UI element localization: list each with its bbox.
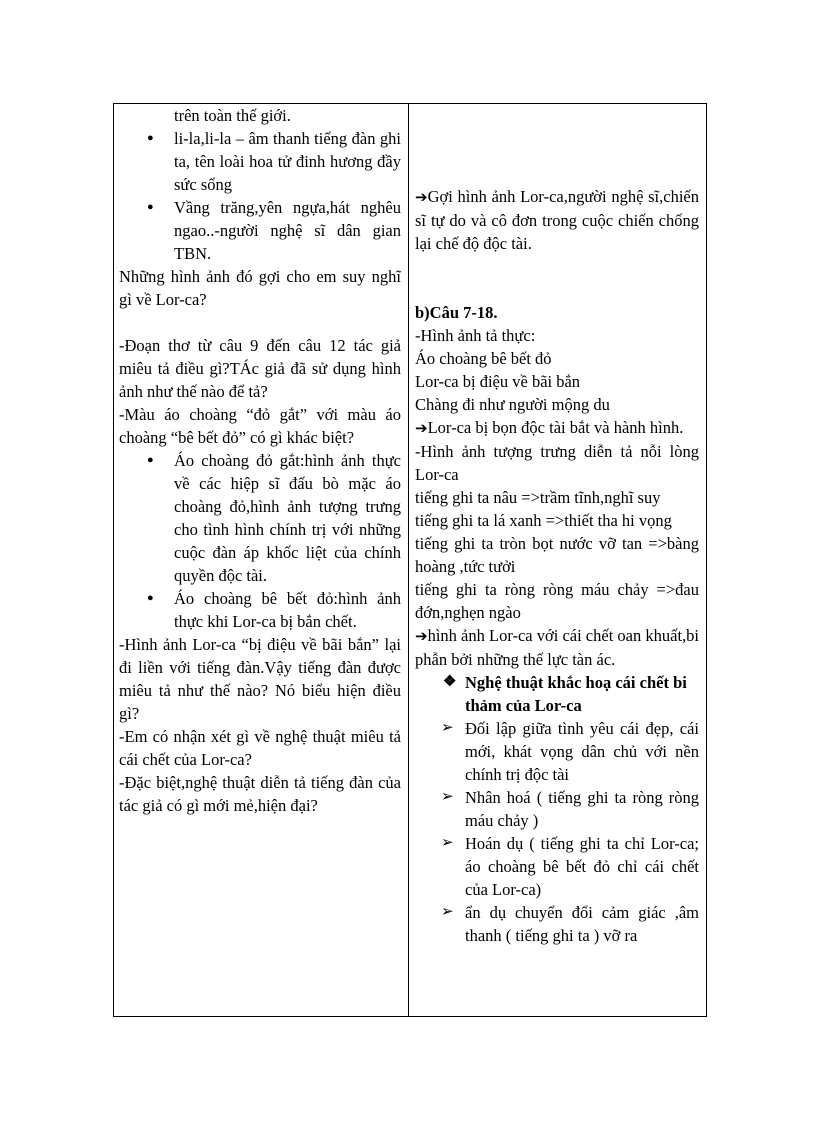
question-1: Những hình ảnh đó gợi cho em suy nghĩ gì về Lor-ca?	[119, 267, 401, 309]
list-item: ➢ ẩn dụ chuyển đổi cảm giác ,âm thanh ( tiếng ghi ta ) vỡ ra	[415, 901, 699, 947]
symbol-line: tiếng ghi ta lá xanh =>thiết tha hi vọng	[415, 511, 672, 530]
list-item: ➢ Nhân hoá ( tiếng ghi ta ròng ròng máu chảy )	[415, 786, 699, 832]
continuation-line: trên toàn thế giới.	[174, 106, 291, 125]
arrow-icon: ➔	[415, 188, 428, 206]
real-line: Chàng đi như người mộng du	[415, 395, 610, 414]
symbol-line: tiếng ghi ta ròng ròng máu chảy =>đau đớn,nghẹn ngào	[415, 580, 699, 622]
lesson-table	[113, 103, 707, 1017]
list-item: ➢ Hoán dụ ( tiếng ghi ta chỉ Lor-ca; áo choàng bê bết đỏ chỉ cái chết của Lor-ca)	[415, 832, 699, 901]
real-line: Áo choàng bê bết đỏ	[415, 349, 552, 368]
summary-text: Gợi hình ảnh Lor-ca,người nghệ sĩ,chiến sĩ tự do và cô đơn trong cuộc chiến chống lại chế độ độc tài.	[415, 187, 699, 253]
summary-paragraph	[415, 185, 699, 255]
list-item: ● Áo choàng bê bết đỏ:hình ảnh thực khi Lor-ca bị bắn chết.	[119, 587, 401, 633]
question-6: -Đặc biệt,nghệ thuật diễn tả tiếng đàn của tác giả có gì mới mẻ,hiện đại?	[119, 773, 401, 815]
list-item: ➢ Đối lập giữa tình yêu cái đẹp, cái mới, khát vọng dân chủ với nền chính trị độc tài	[415, 717, 699, 786]
symbol-conclusion: ➔hình ảnh Lor-ca với cái chết oan khuất,bi phẫn bởi những thế lực tàn ác.	[415, 626, 699, 669]
arrow-icon: ➔	[415, 627, 428, 645]
right-column	[415, 104, 699, 947]
question-4: -Hình ảnh Lor-ca “bị điệu về bãi bắn” lại đi liền với tiếng đàn.Vậy tiếng đàn được miêu tả như thế nào? Nó biểu hiện điều gì?	[119, 635, 401, 723]
list-item: ● Áo choàng đỏ gắt:hình ảnh thực về các hiệp sĩ đấu bò mặc áo choàng đỏ,hình ảnh tượng trưng cho tình hình chính trị với những cuộc đàn áp khốc liệt của chính quyền độc tài.	[119, 449, 401, 587]
section-title: b)Câu 7-18.	[415, 303, 498, 322]
question-3: -Màu áo choàng “đỏ gắt” với màu áo choàng “bê bết đỏ” có gì khác biệt?	[119, 405, 401, 447]
list-item: ● Vầng trăng,yên ngựa,hát nghêu ngao..-người nghệ sĩ dân gian TBN.	[119, 196, 401, 265]
art-heading: ❖ Nghệ thuật khắc hoạ cái chết bi thảm của Lor-ca	[415, 671, 699, 717]
art-points-list	[415, 717, 699, 947]
question-2: -Đoạn thơ từ câu 9 đến câu 12 tác giả miêu tả điều gì?TÁc giả đã sử dụng hình ảnh như thế nào để tả?	[119, 336, 401, 401]
bullet-list-1	[119, 127, 401, 265]
bullet-list-2	[119, 449, 401, 633]
left-column	[119, 104, 401, 817]
symbol-line: tiếng ghi ta tròn bọt nước vỡ tan =>bàng hoàng ,tức tưởi	[415, 534, 699, 576]
real-heading: -Hình ảnh tả thực:	[415, 326, 536, 345]
question-5: -Em có nhận xét gì về nghệ thuật miêu tả cái chết của Lor-ca?	[119, 727, 401, 769]
list-item: ● li-la,li-la – âm thanh tiếng đàn ghi ta, tên loài hoa tử đinh hương đầy sức sống	[119, 127, 401, 196]
column-divider	[408, 104, 409, 1016]
real-conclusion: ➔Lor-ca bị bọn độc tài bắt và hành hình.	[415, 418, 684, 437]
symbol-line: tiếng ghi ta nâu =>trầm tĩnh,nghĩ suy	[415, 488, 661, 507]
real-line: Lor-ca bị điệu về bãi bắn	[415, 372, 581, 391]
symbol-heading: -Hình ảnh tượng trưng diễn tả nỗi lòng Lor-ca	[415, 442, 699, 484]
arrow-icon: ➔	[415, 419, 428, 437]
